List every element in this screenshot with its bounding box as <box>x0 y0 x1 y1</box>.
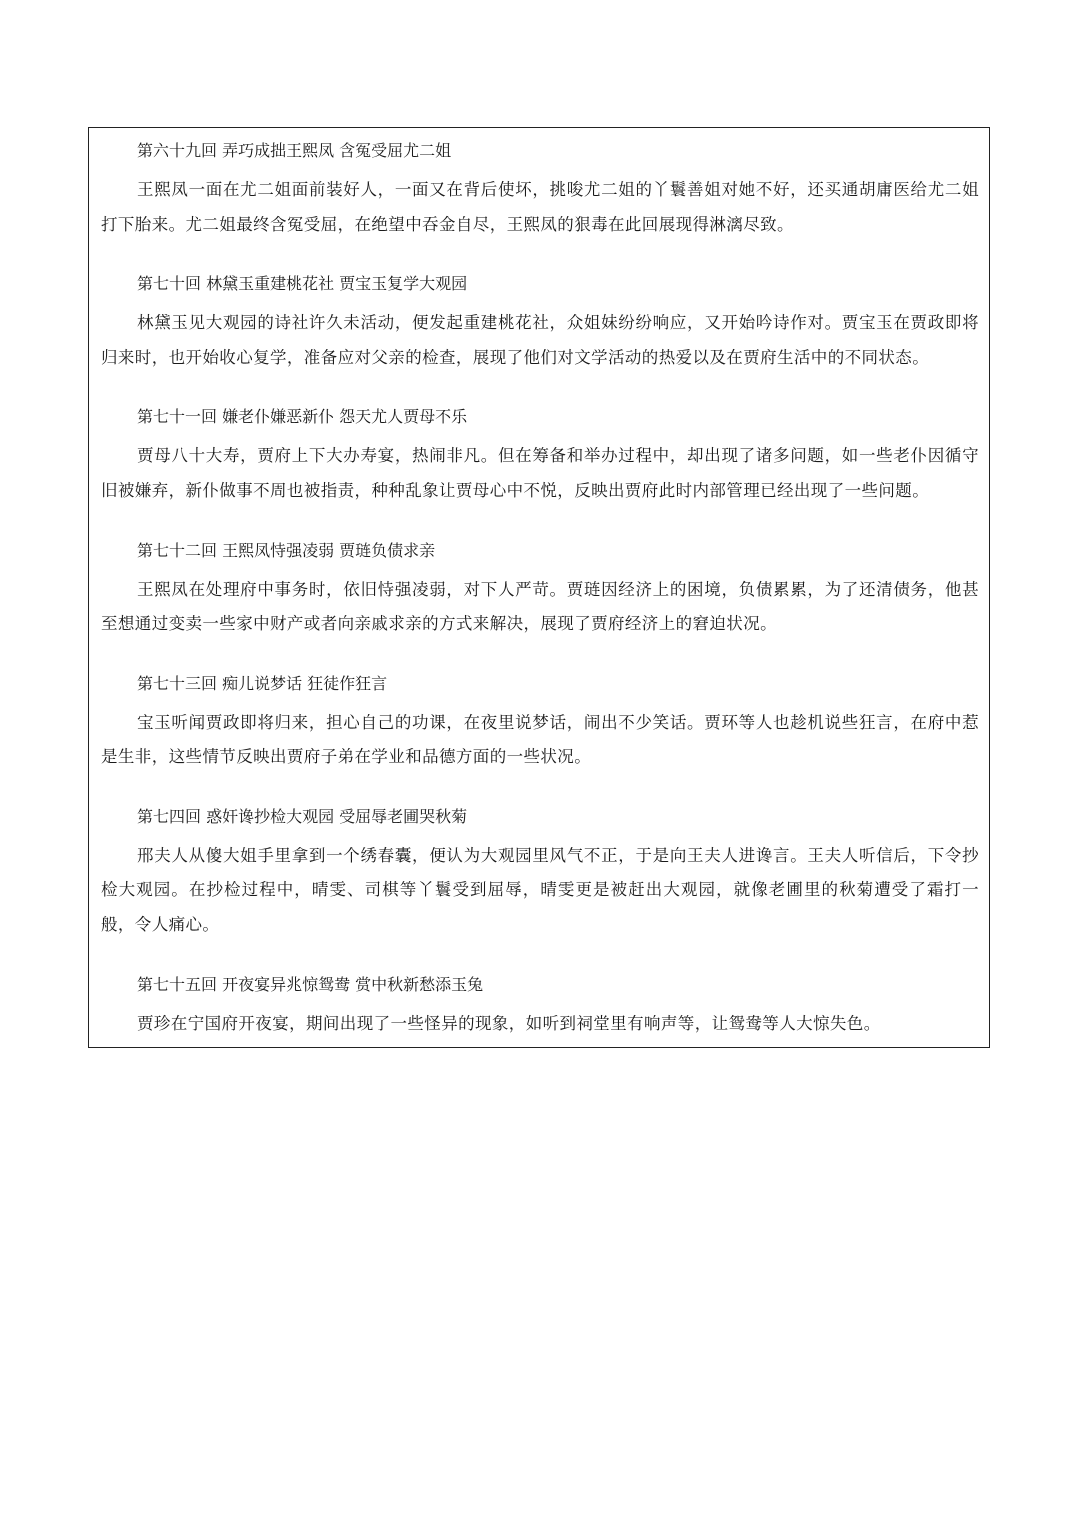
chapter-summary: 林黛玉见大观园的诗社许久未活动，便发起重建桃花社，众姐妹纷纷响应，又开始吟诗作对。贾宝玉在贾政即将归来时，也开始收心复学，准备应对父亲的检查，展现了他们对文学活动的热爱以及在贾府生活中的不同状态。 <box>101 313 979 367</box>
chapter-title: 第七十三回 痴儿说梦话 狂徒作狂言 <box>137 673 388 693</box>
chapter-title: 第七十一回 嫌老仆嫌恶新仆 怨天尤人贾母不乐 <box>137 407 468 427</box>
chapter-summary: 邢夫人从傻大姐手里拿到一个绣春囊，便认为大观园里风气不正，于是向王夫人进谗言。王夫人听信后，下令抄检大观园。在抄检过程中，晴雯、司棋等丫鬟受到屈辱，晴雯更是被赶出大观园，就像老圃里的秋菊遭受了霜打一般，令人痛心。 <box>101 845 979 934</box>
chapter-summary: 王熙凤一面在尤二姐面前装好人，一面又在背后使坏，挑唆尤二姐的丫鬟善姐对她不好，还买通胡庸医给尤二姐打下胎来。尤二姐最终含冤受屈，在绝望中吞金自尽，王熙凤的狠毒在此回展现得淋漓尽致。 <box>101 180 979 234</box>
chapter-summary: 贾母八十大寿，贾府上下大办寿宴，热闹非凡。但在筹备和举办过程中，却出现了诸多问题，如一些老仆因循守旧被嫌弃，新仆做事不周也被指责，种种乱象让贾母心中不悦，反映出贾府此时内部管理已经出现了一些问题。 <box>101 446 979 500</box>
chapter-summary: 王熙凤在处理府中事务时，依旧恃强凌弱，对下人严苛。贾琏因经济上的困境，负债累累，为了还清债务，他甚至想通过变卖一些家中财产或者向亲戚求亲的方式来解决，展现了贾府经济上的窘迫状况。 <box>101 579 979 633</box>
chapter-title: 第七四回 惑奸谗抄检大观园 受屈辱老圃哭秋菊 <box>137 806 468 826</box>
content-table-cell <box>88 127 990 1048</box>
chapter-title: 第七十回 林黛玉重建桃花社 贾宝玉复学大观园 <box>137 274 468 294</box>
chapter-summary: 贾珍在宁国府开夜宴，期间出现了一些怪异的现象，如听到祠堂里有响声等，让鸳鸯等人大惊失色。 <box>137 1014 881 1033</box>
chapter-title: 第六十九回 弄巧成拙王熙凤 含冤受屈尤二姐 <box>137 141 452 160</box>
chapter-title: 第七十二回 王熙凤恃强凌弱 贾琏负债求亲 <box>137 540 436 560</box>
chapter-title: 第七十五回 开夜宴异兆惊鸳鸯 赏中秋新愁添玉兔 <box>137 975 484 994</box>
chapter-summary: 宝玉听闻贾政即将归来，担心自己的功课，在夜里说梦话，闹出不少笑话。贾环等人也趁机说些狂言，在府中惹是生非，这些情节反映出贾府子弟在学业和品德方面的一些状况。 <box>101 712 979 767</box>
